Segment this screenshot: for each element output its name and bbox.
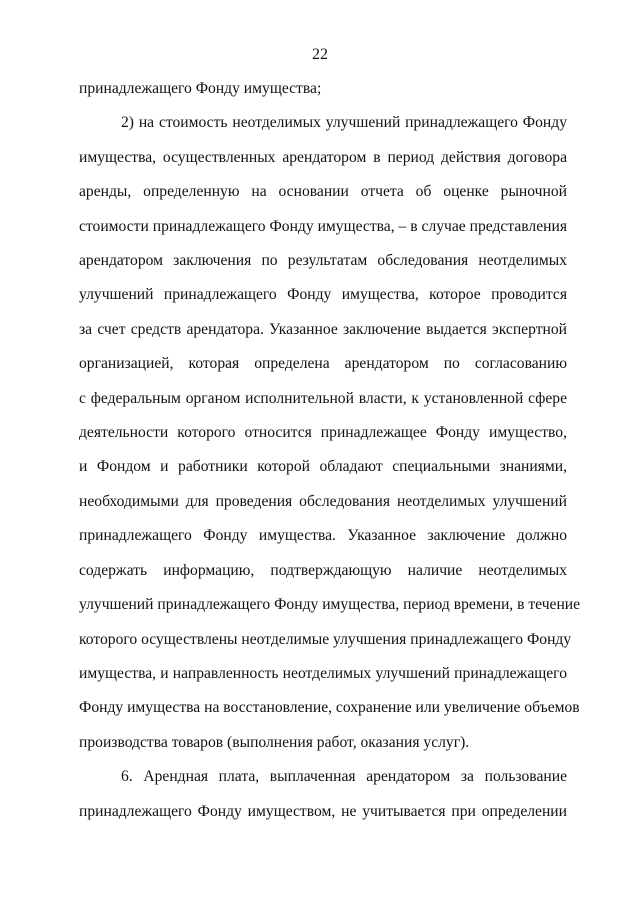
text-line: арендатором заключения по результатам обследования неотделимых <box>79 252 567 270</box>
text-line: улучшений принадлежащего Фонду имущества, период времени, в течение <box>79 596 581 614</box>
text-line: деятельности которого относится принадлежащее Фонду имущество, <box>79 424 567 442</box>
text-line: принадлежащего Фонду имуществом, не учитывается при определении <box>79 802 567 820</box>
paragraph-continuation <box>79 72 567 106</box>
text-line: производства товаров (выполнения работ, оказания услуг). <box>79 733 470 751</box>
text-line: улучшений принадлежащего Фонду имущества, которое проводится <box>79 286 567 304</box>
text-line: 6. Арендная плата, выплаченная арендатором за пользование <box>121 768 567 786</box>
paragraph-item-2 <box>79 106 581 760</box>
text-line: за счет средств арендатора. Указанное заключение выдается экспертной <box>79 320 567 338</box>
text-line: которого осуществлены неотделимые улучшения принадлежащего Фонду <box>79 630 572 648</box>
text-line: и Фондом и работники которой обладают специальными знаниями, <box>79 458 567 476</box>
text-line: стоимости принадлежащего Фонду имущества, – в случае представления <box>79 217 567 235</box>
text-line: содержать информацию, подтверждающую наличие неотделимых <box>79 561 567 579</box>
text-line: с федеральным органом исполнительной власти, к установленной сфере <box>79 389 567 407</box>
document-body <box>79 72 581 829</box>
text-line: организацией, которая определена арендатором по согласованию <box>79 355 567 373</box>
page-number: 22 <box>312 46 328 63</box>
text-line: принадлежащего Фонду имущества. Указанное заключение должно <box>79 527 567 545</box>
text-line: аренды, определенную на основании отчета об оценке рыночной <box>79 183 567 201</box>
text-line: Фонду имущества на восстановление, сохранение или увеличение объемов <box>79 699 580 717</box>
text-line: имущества, осуществленных арендатором в период действия договора <box>79 148 567 166</box>
paragraph-item-6 <box>79 760 567 829</box>
text-line: необходимыми для проведения обследования неотделимых улучшений <box>79 492 567 510</box>
text-line: принадлежащего Фонду имущества; <box>79 80 322 97</box>
text-line: 2) на стоимость неотделимых улучшений принадлежащего Фонду <box>121 114 567 132</box>
text-line: имущества, и направленность неотделимых улучшений принадлежащего <box>79 664 567 682</box>
